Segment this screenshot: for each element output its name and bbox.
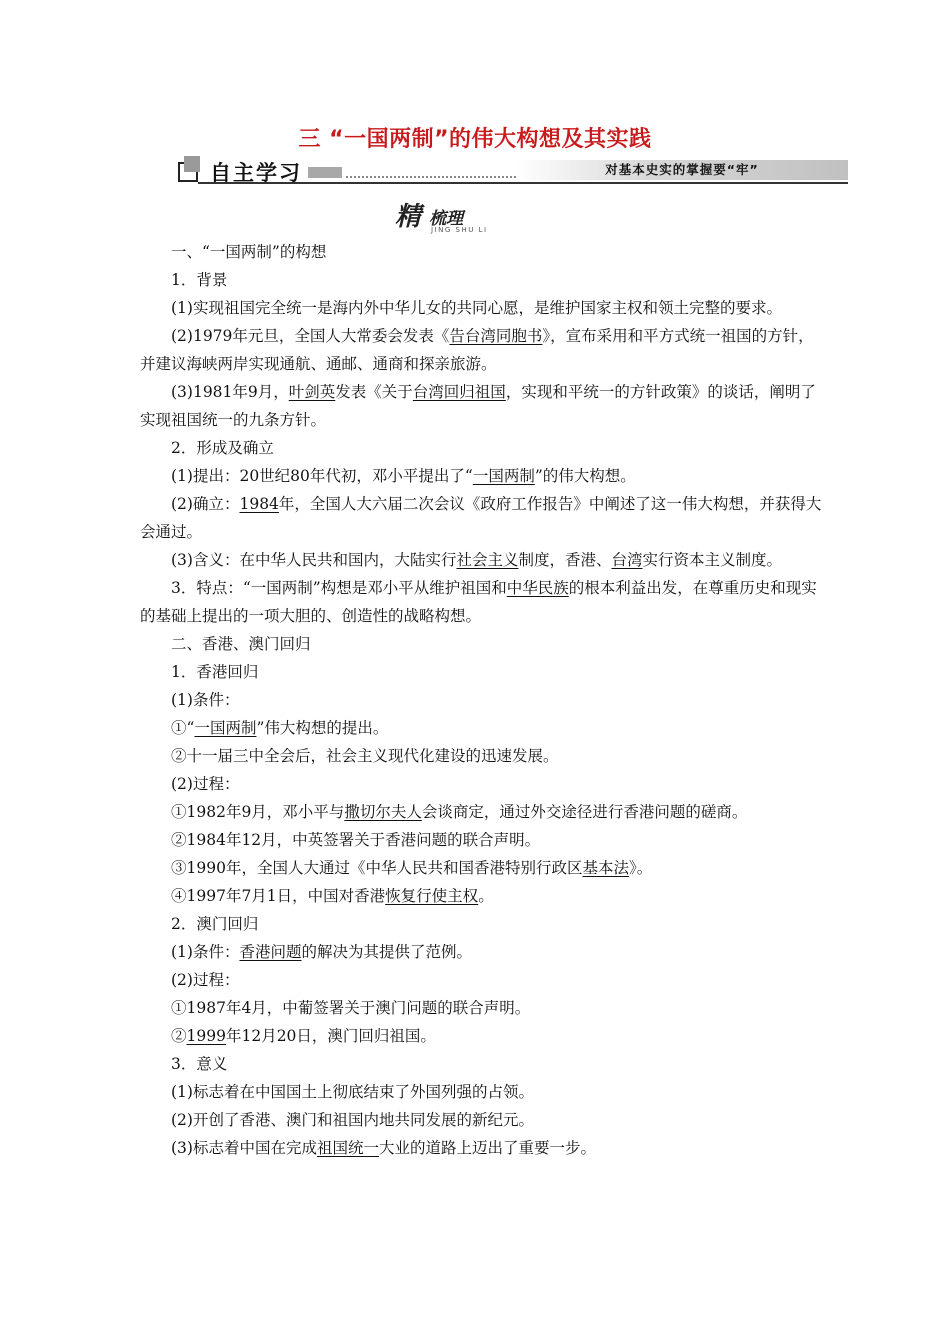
underlined-term: 1984 [239, 495, 279, 513]
paragraph: (1)提出：20世纪80年代初，邓小平提出了“一国两制”的伟大构想。 [171, 467, 636, 485]
underlined-term: 台湾回归祖国 [412, 383, 506, 401]
page-title: 三 “一国两制”的伟大构想及其实践 [298, 127, 652, 152]
paragraph: 3．特点：“一国两制”构想是邓小平从维护祖国和中华民族的根本利益出发，在尊重历史和现实的基础上提出的一项大胆的、创造性的战略构想。 [140, 579, 817, 625]
underlined-term: 1999 [186, 1027, 226, 1045]
subsection-heading: 1．背景 [171, 271, 228, 289]
underlined-term: 社会主义 [456, 551, 519, 569]
logo-pinyin: JING SHU LI [431, 226, 488, 234]
underlined-term: 中华民族 [506, 579, 569, 597]
paragraph: (2)确立：1984年，全国人大六届二次会议《政府工作报告》中阐述了这一伟大构想，并获得大会通过。 [140, 495, 822, 541]
list-item: (1)条件： [171, 691, 240, 709]
list-item: (2)开创了香港、澳门和祖国内地共同发展的新纪元。 [171, 1111, 534, 1129]
list-item: ①“一国两制”伟大构想的提出。 [171, 719, 389, 737]
list-item: ①1987年4月，中葡签署关于澳门问题的联合声明。 [171, 999, 531, 1017]
section-heading: 二、香港、澳门回归 [171, 635, 311, 653]
underlined-term: 告台湾同胞书 [449, 327, 543, 345]
section-banner [178, 156, 848, 184]
paragraph: (3)1981年9月，叶剑英发表《关于台湾回归祖国，实现和平统一的方针政策》的谈话，阐明了实现祖国统一的九条方针。 [140, 383, 816, 429]
underlined-term: 祖国统一 [316, 1139, 379, 1157]
paragraph: (1)实现祖国完全统一是海内外中华儿女的共同心愿，是维护国家主权和领土完整的要求。 [171, 299, 782, 317]
underlined-term: 香港问题 [239, 943, 302, 961]
jing-shu-li-logo [395, 196, 545, 236]
paragraph: (3)含义：在中华人民共和国内，大陆实行社会主义制度，香港、台湾实行资本主义制度。 [171, 551, 783, 569]
underlined-term: 叶剑英 [288, 383, 336, 401]
banner-grey-block [308, 167, 342, 178]
list-item: (3)标志着中国在完成祖国统一大业的道路上迈出了重要一步。 [171, 1139, 596, 1157]
banner-label: 自主学习 [210, 161, 302, 185]
list-item: (2)过程： [171, 971, 240, 989]
underlined-term: 撒切尔夫人 [344, 803, 422, 821]
underlined-term: 恢复行使主权 [385, 887, 479, 905]
list-item: ①1982年9月，邓小平与撒切尔夫人会谈商定，通过外交途径进行香港问题的磋商。 [171, 803, 748, 821]
list-item: (1)条件：香港问题的解决为其提供了范例。 [171, 943, 472, 961]
logo-big-char: 精 [395, 202, 422, 232]
subsection-heading: 2．澳门回归 [171, 915, 259, 933]
list-item: (1)标志着在中国国土上彻底结束了外国列强的占领。 [171, 1083, 534, 1101]
subsection-heading: 2．形成及确立 [171, 439, 274, 457]
underlined-term: 台湾 [611, 551, 643, 569]
list-item: (2)过程： [171, 775, 240, 793]
banner-box-shadow [184, 156, 200, 172]
list-item: ③1990年，全国人大通过《中华人民共和国香港特别行政区基本法》。 [171, 859, 653, 877]
list-item: ②十一届三中全会后，社会主义现代化建设的迅速发展。 [171, 747, 559, 765]
underlined-term: 一国两制 [472, 467, 535, 485]
subsection-heading: 1．香港回归 [171, 663, 259, 681]
underlined-term: 基本法 [582, 859, 629, 877]
subsection-heading: 3．意义 [171, 1055, 228, 1073]
list-item: ④1997年7月1日，中国对香港恢复行使主权。 [171, 887, 494, 905]
logo-rest: 梳理 [429, 209, 463, 229]
banner-rule [198, 182, 848, 184]
list-item: ②1999年12月20日，澳门回归祖国。 [171, 1027, 436, 1045]
banner-tagline: 对基本史实的掌握要“牢” [516, 160, 848, 180]
banner-dotted-line [346, 176, 516, 178]
document-body [140, 238, 822, 1162]
section-heading: 一、“一国两制”的构想 [171, 243, 327, 261]
list-item: ②1984年12月，中英签署关于香港问题的联合声明。 [171, 831, 541, 849]
underlined-term: 一国两制 [194, 719, 257, 737]
paragraph: (2)1979年元旦，全国人大常委会发表《告台湾同胞书》，宣布采用和平方式统一祖国的方针，并建议海峡两岸实现通航、通邮、通商和探亲旅游。 [140, 327, 814, 373]
